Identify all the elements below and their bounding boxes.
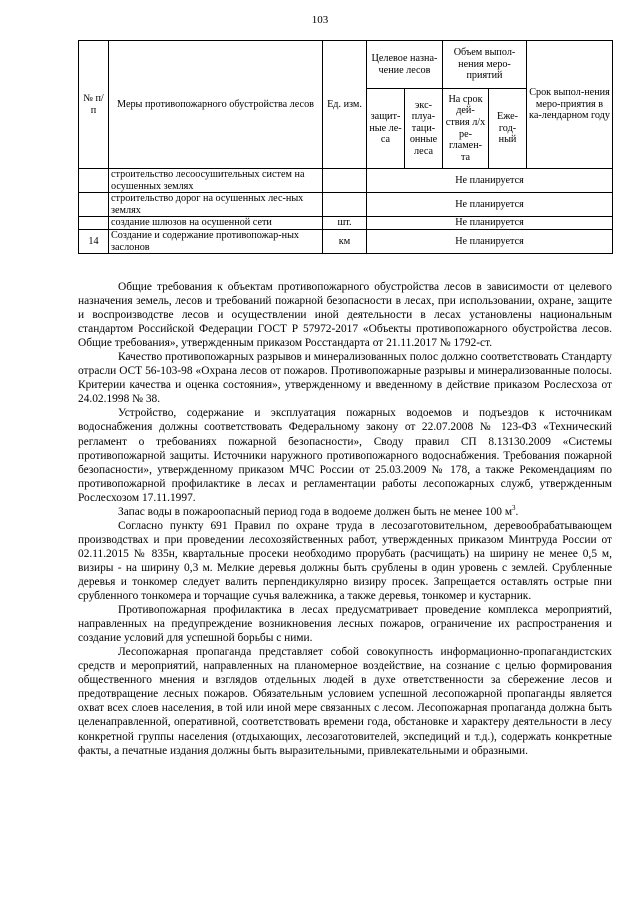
paragraph: Общие требования к объектам противопожарного обустройства лесов в зависимости от целевого назначения земель, лесов и требований пожарной безопасности в лесах, при использовании, охране, защите и воспроизводстве лесов и осуществлении иной деятельности в лесах установлены национальным стандартом Российской Федерации ГОСТ Р 57972-2017 «Объекты противопожарного обустройства лесов. Общие требования», утвержденным приказом Росстандарта от 21.11.2017 № 1792-ст. [78,281,612,350]
row-unit [323,169,367,193]
table-row [79,217,613,230]
header-unit: Ед. изм. [323,41,367,169]
header-volume-annual: Еже-год-ный [489,89,527,169]
header-volume-group: Объем выпол-нения меро-приятий [443,41,527,89]
paragraph: Качество противопожарных разрывов и минерализованных полос должно соответствовать Стандарту отрасли ОСТ 56-103-98 «Охрана лесов от пожаров. Противопожарные разрывы и минерализованные полосы. Критерии качества и оценка состояния», утвержденному и введенному в действие приказом Рослесхоза от 24.02.1998 № 38. [78,351,612,406]
row-status: Не планируется [367,193,613,217]
fire-measures-table [78,40,613,254]
row-unit: шт. [323,217,367,230]
paragraph: Лесопожарная пропаганда представляет собой совокупность информационно-пропагандистских средств и мероприятий, направленных на планомерное воздействие, на сознание с целью формирования общественного мнения и взглядов отдельных людей в духе ответственности за сбережение лесов и предотвращение лесных пожаров. Обязательным условием успешной лесопожарной пропаганды является охват всех слоев населения, в той или иной мере связанных с лесом. Лесопожарная пропаганда должна быть целенаправленной, оперативной, соответствовать времени года, обстановке и характеру деятельности в лесу конкретной группы населения (отдыхающих, лесозаготовителей, экспедиций и т.д.), содержать конкретные факты, а печатные издания должны быть выразительными, привлекательными и образными. [78,646,612,757]
row-num [79,193,109,217]
water-unit-end: . [515,505,519,518]
page-number: 103 [311,14,329,26]
water-unit-sup: 3 [512,503,516,512]
header-target-group: Целевое назна-чение лесов [367,41,443,89]
paragraph: Устройство, содержание и эксплуатация пожарных водоемов и подъездов к источникам водоснабжения должны соответствовать Федеральному закону от 22.07.2008 № 123-ФЗ «Технический регламент о требованиях пожарной безопасности», Своду правил СП 8.13130.2009 «Системы противопожарной защиты. Источники наружного противопожарного водоснабжения. Требования пожарной безопасности», утвержденному приказом МЧС России от 25.03.2009 № 178, а также Рекомендациям по противопожарной профилактике в лесах и регламентации работы лесопожарных служб, утвержденным Рослесхозом 17.11.1997. [78,407,612,504]
header-measures: Меры противопожарного обустройства лесов [109,41,323,169]
body-text [78,280,612,758]
row-num [79,169,109,193]
row-status: Не планируется [367,169,613,193]
header-num: № п/п [79,41,109,169]
row-status: Не планируется [367,229,613,253]
header-deadline: Срок выпол-нения меро-приятия в ка-лендарном году [527,41,613,169]
header-volume-regulation: На срок дей-ствия л/х ре-гламен-та [443,89,489,169]
row-status: Не планируется [367,217,613,230]
row-unit: км [323,229,367,253]
water-text: Запас воды в пожароопасный период года в водоеме должен быть не менее 100 м [118,505,513,518]
header-target-protective: защит-ные ле-са [367,89,405,169]
paragraph: Согласно пункту 691 Правил по охране труда в лесозаготовительном, деревообрабатывающем производствах и при проведении лесохозяйственных работ, утвержденных приказом Минтруда России от 02.11.2015 № 835н, квартальные просеки необходимо прорубать (расчищать) на ширину не менее 0,5 м, визиры - на ширину 0,3 м. Мелкие деревья должны быть срублены в один уровень с землей. Срубленные деревья и тонкомер следует валить перпендикулярно визиру просек. Запрещается оставлять острые пни срубленного тонкомера и торчащие сучья валежника, а также деревья, тонкомер и кустарник. [78,519,612,603]
header-target-operational: экс-плуа-таци-онные леса [405,89,443,169]
row-measure: создание шлюзов на осушенной сети [109,217,323,230]
table-row [79,229,613,253]
row-num: 14 [79,229,109,253]
row-measure: строительство лесоосушительных систем на осушенных землях [109,169,323,193]
row-measure: Создание и содержание противопожар-ных заслонов [109,229,323,253]
row-unit [323,193,367,217]
row-measure: строительство дорог на осушенных лес-ных землях [109,193,323,217]
table-row [79,169,613,193]
paragraph-water [78,505,612,519]
row-num [79,217,109,230]
table-row [79,193,613,217]
paragraph: Противопожарная профилактика в лесах предусматривает проведение комплекса мероприятий, направленных на предупреждение возникновения лесных пожаров, ограничение их распространения и создание условий для успешной борьбы с ними. [78,604,612,645]
